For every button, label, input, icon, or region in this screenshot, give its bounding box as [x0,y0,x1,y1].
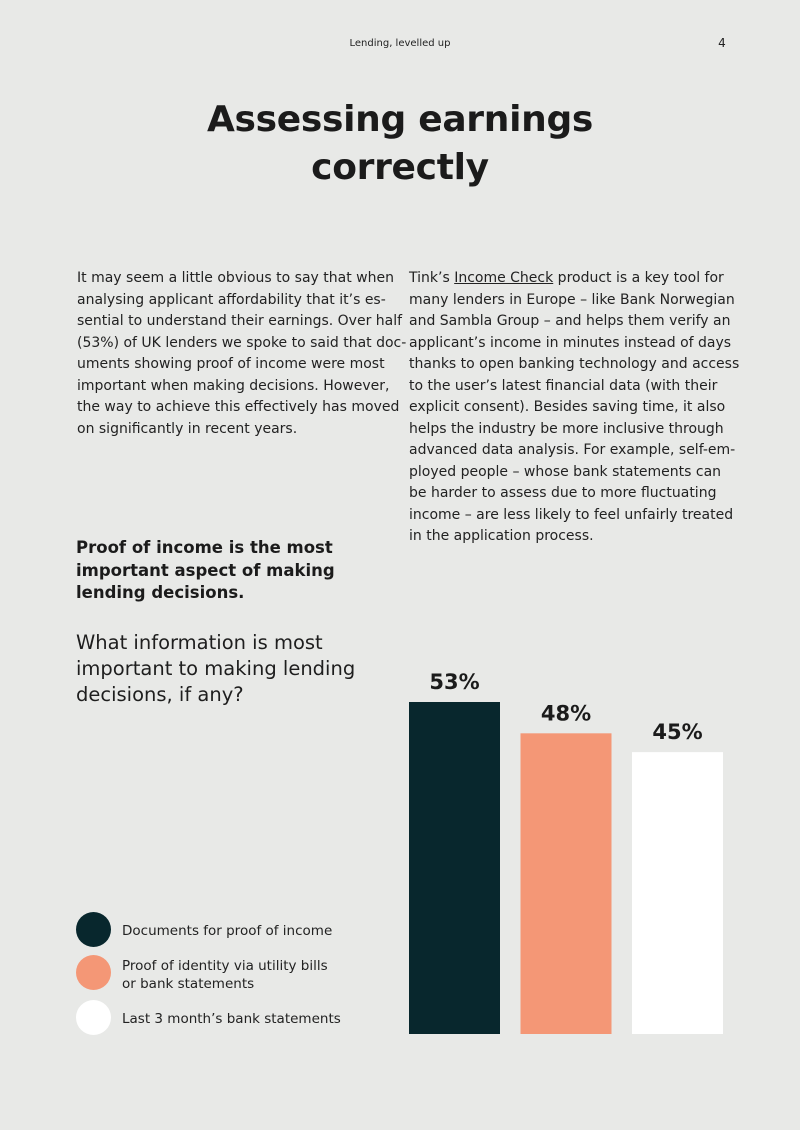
page-title [0,96,800,192]
subheading-line: Proof of income is the most [76,538,333,557]
body-line: on significantly in recent years. [77,420,298,437]
body-line: applicant’s income in minutes instead of days [409,334,732,351]
page-number: 4 [718,36,726,50]
body-line: and Sambla Group – and helps them verify an [409,313,731,329]
left-body-text [77,268,407,440]
subheading-line: important aspect of making [76,560,335,580]
body-line: It may seem a little obvious to say that when [77,270,394,286]
bar-value-label: 53% [429,670,480,694]
body-line: important when making decisions. However, [77,377,390,394]
body-line: (53%) of UK lenders we spoke to said that doc- [77,334,407,351]
body-line: sential to understand their earnings. Over half [77,313,403,329]
legend-label-line: Last 3 month’s bank statements [122,1011,341,1027]
question-line: What information is most [76,631,323,654]
legend-label [122,922,332,940]
body-line: be harder to assess due to more fluctuating [409,485,717,501]
body-text: product is a key tool for [553,270,724,286]
body-line: analysing applicant affordability that it’s es- [77,291,386,308]
bar-chart [400,640,740,1040]
bar-2 [521,733,612,1034]
running-header: Lending, levelled up [349,38,451,49]
legend-label [122,1010,341,1028]
right-body-text [409,268,740,548]
body-line: income – are less likely to feel unfairly treated [409,506,734,523]
legend-swatch-white [76,1000,111,1035]
body-line: uments showing proof of income were most [77,356,385,372]
income-check-link[interactable]: Income Check [454,270,554,286]
body-line: thanks to open banking technology and access [409,356,740,372]
legend-swatch-salmon [76,955,111,990]
body-text: Tink’s [409,270,455,286]
body-line: to the user’s latest financial data (with their [409,377,718,394]
body-line: ployed people – whose bank statements can [409,463,722,480]
legend-label [122,957,328,993]
survey-question [76,630,396,708]
body-line: advanced data analysis. For example, self-em- [409,442,736,458]
body-line: many lenders in Europe – like Bank Norwegian [409,291,735,308]
bar-value-label: 45% [652,720,703,745]
legend-label-line: or bank statements [122,976,255,992]
question-line: decisions, if any? [76,683,244,706]
legend-swatch-dark [76,912,111,947]
body-line: helps the industry be more inclusive through [409,420,724,437]
chart-subheading [76,537,376,605]
legend-label-line: Proof of identity via utility bills [122,958,328,974]
bar-3 [632,752,723,1034]
bar-value-label: 48% [540,701,592,726]
legend-label-line: Documents for proof of income [122,923,333,939]
body-line: the way to achieve this effectively has moved [77,399,400,415]
page-title-line: correctly [311,147,489,188]
body-line [409,268,724,290]
bar-1 [409,702,500,1034]
question-line: important to making lending [76,657,356,680]
body-line: explicit consent). Besides saving time, it also [409,399,726,415]
page-title-line: Assessing earnings [206,99,594,140]
subheading-line: lending decisions. [76,583,245,602]
body-line: in the application process. [409,528,594,544]
